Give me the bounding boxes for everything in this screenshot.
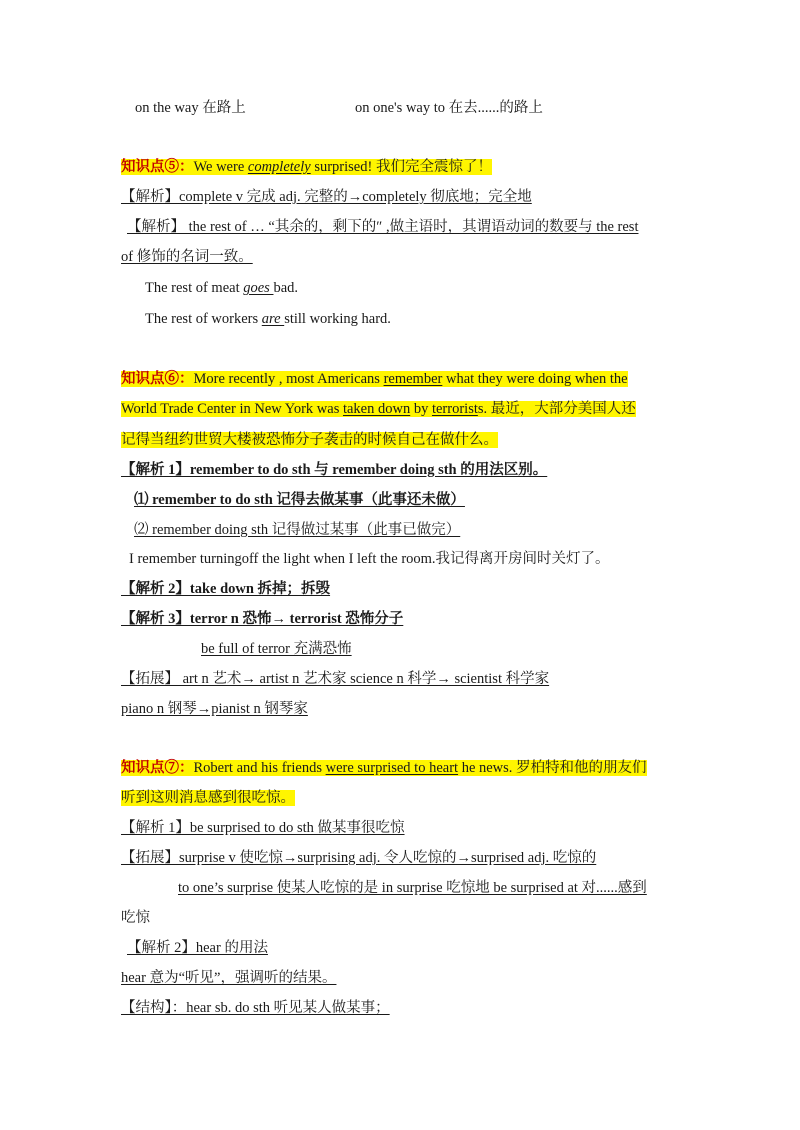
- kp5-heading: 知识点⑤：We were completely surprised! 我们完全震惊了！: [121, 159, 492, 175]
- kp6-analysis-2: 【解析 2】take down 拆掉；拆毁: [121, 581, 331, 597]
- kp7-analysis-2-meaning: hear 意为“听见”，强调听的结果。: [121, 970, 337, 986]
- kp5-keyword: completely: [247, 159, 311, 175]
- kp6-title: 知识点⑥：: [121, 371, 194, 387]
- phrase-on-ones-way: on one's way to 在去......的路上: [355, 100, 543, 116]
- kp7-title: 知识点⑦：: [121, 760, 194, 776]
- kp7-analysis-1: 【解析 1】be surprised to do sth 做某事很吃惊: [121, 820, 405, 836]
- kp5-analysis-1: 【解析】complete v 完成 adj. 完整的→completely 彻底地；完全地: [121, 189, 532, 205]
- phrase-on-the-way: on the way 在路上: [135, 100, 246, 116]
- kp7-heading-line-1: 知识点⑦：Robert and his friends were surprised to heart he news. 罗柏特和他的朋友们: [121, 760, 647, 776]
- kp7-extension-3: 吃惊: [121, 910, 150, 926]
- kp6-analysis-3-phrase: be full of terror 充满恐怖: [201, 641, 352, 657]
- kp5-analysis-2-cont: of 修饰的名词一致。: [121, 249, 253, 265]
- kp5-title: 知识点⑤：: [121, 159, 194, 175]
- kp7-extension-1: 【拓展】surprise v 使吃惊→surprising adj. 令人吃惊的→surprised adj. 吃惊的: [121, 850, 597, 866]
- kp5-example-2: The rest of workers are still working hard.: [145, 311, 391, 327]
- kp6-analysis-1: 【解析 1】remember to do sth 与 remember doing sth 的用法区别。: [121, 462, 548, 478]
- kp7-extension-2: to one’s surprise 使某人吃惊的是 in surprise 吃惊地 be surprised at 对......感到: [178, 880, 647, 896]
- kp6-heading-line-1: 知识点⑥：More recently , most Americans remember what they were doing when the: [121, 371, 628, 387]
- kp6-analysis-1-i: ⑴ remember to do sth 记得去做某事（此事还未做）: [134, 492, 465, 508]
- kp6-heading-line-2: World Trade Center in New York was taken down by terrorists. 最近，大部分美国人还: [121, 401, 636, 417]
- kp5-example-1: The rest of meat goes bad.: [145, 280, 299, 296]
- kp7-analysis-2: 【解析 2】hear 的用法: [127, 940, 268, 956]
- kp6-extension-1: 【拓展】 art n 艺术→ artist n 艺术家 science n 科学→ scientist 科学家: [121, 671, 550, 687]
- kp5-analysis-2: 【解析】 the rest of … “其余的，剩下的″ ,做主语时，其谓语动词的数要与 the rest: [127, 219, 639, 235]
- kp6-heading-line-3: 记得当纽约世贸大楼被恐怖分子袭击的时候自己在做什么。: [121, 432, 498, 448]
- kp6-example: I remember turningoff the light when I left the room.我记得离开房间时关灯了。: [129, 551, 610, 567]
- kp6-analysis-3: 【解析 3】terror n 恐怖→ terrorist 恐怖分子: [121, 611, 404, 627]
- kp6-extension-2: piano n 钢琴→pianist n 钢琴家: [121, 701, 308, 717]
- kp6-analysis-1-ii: ⑵ remember doing sth 记得做过某事（此事已做完）: [134, 522, 461, 538]
- kp7-structure: 【结构】：hear sb. do sth 听见某人做某事；: [121, 1000, 390, 1016]
- kp7-heading-line-2: 听到这则消息感到很吃惊。: [121, 790, 295, 806]
